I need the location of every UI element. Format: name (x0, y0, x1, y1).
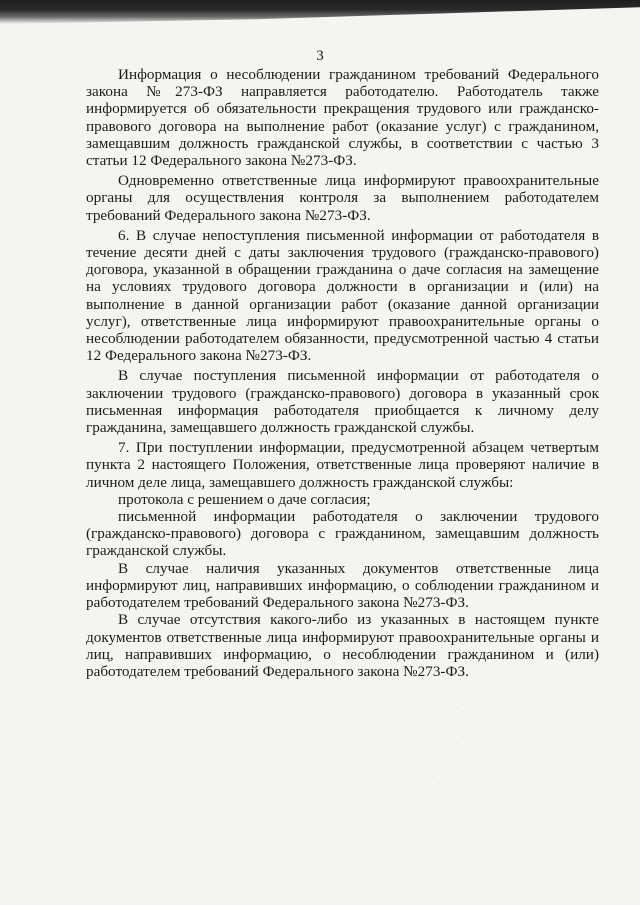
paragraph-documents-missing: В случае отсутствия какого-либо из указанных в настоящем пункте документов ответственные лица информируют правоохранительные органы и лиц, направивших информацию, о несоблюдении гражданином и (или) работодателем требований Федерального закона №273-ФЗ. (86, 611, 599, 680)
paragraph-item-7: 7. При поступлении информации, предусмотренной абзацем четвертым пункта 2 настоящего Положения, ответственные лица проверяют наличие в личном деле лица, замещавшего должность гражданской службы: (86, 439, 599, 491)
paragraph-item-6: 6. В случае непоступления письменной информации от работодателя в течение десяти дней с даты заключения трудового (гражданско-правового) договора, указанной в обращении гражданина о даче согласия на замещение на условиях трудового договора должности в организации и (или) на выполнение в данной организации работ (оказание данной организации услуг), ответственные лица информируют правоохранительные органы о несоблюдении работодателем обязанности, предусмотренной частью 4 статьи 12 Федерального закона №273-ФЗ. (86, 226, 599, 365)
scan-noise (100, 700, 580, 880)
list-item-employer-info: письменной информации работодателя о заключении трудового (гражданско-правового) договора с гражданином, замещавшим должность гражданской службы. (86, 508, 599, 560)
document-body (86, 66, 599, 680)
list-item-protocol: протокола с решением о даче согласия; (118, 490, 371, 508)
paragraph-violation-notice: Информация о несоблюдении гражданином требований Федерального закона №273-ФЗ направляется работодателю. Работодатель также информируется об обязательности прекращения трудового или гражданско-правового договора на выполнение работ (оказание услуг) с гражданином, замещавшим должность гражданской службы, в соответствии с частью 3 статьи 12 Федерального закона №273-ФЗ. (86, 66, 599, 170)
paragraph-item-6-received: В случае поступления письменной информации от работодателя о заключении трудового (гражданско-правового) договора в указанный срок письменная информация работодателя приобщается к личному делу гражданина, замещавшего должность гражданской службы. (86, 367, 599, 437)
page-number: 3 (316, 48, 324, 64)
paragraph-law-enforcement: Одновременно ответственные лица информируют правоохранительные органы для осуществления контроля за выполнением работодателем требований Федерального закона №273-ФЗ. (86, 172, 599, 224)
paragraph-documents-present: В случае наличия указанных документов ответственные лица информируют лиц, направивших информацию, о соблюдении гражданином и работодателем требований Федерального закона №273-ФЗ. (86, 559, 599, 612)
scan-dark-edge (0, 0, 640, 24)
